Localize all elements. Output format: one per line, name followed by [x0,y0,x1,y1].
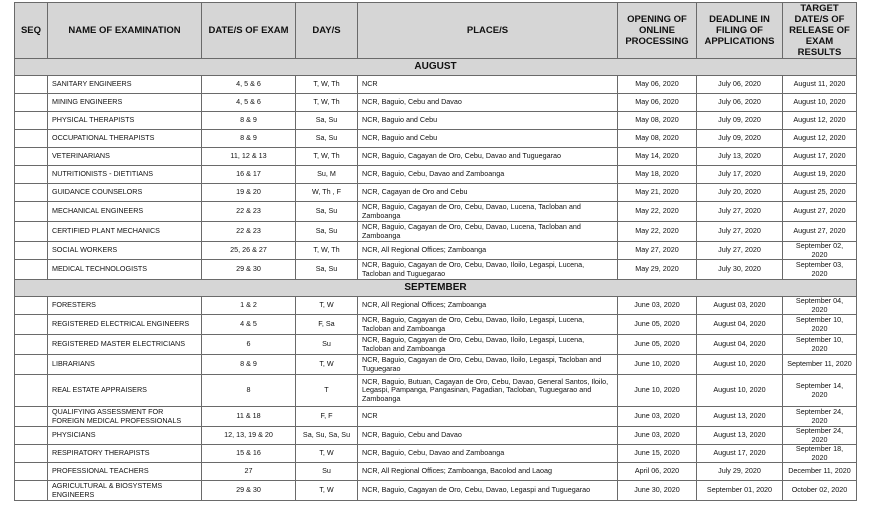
month-row-august [15,59,857,76]
target-date: September 18, 2020 [783,445,857,463]
opening-date: June 10, 2020 [618,355,697,375]
exam-days: Sa, Su [296,260,358,280]
exam-name: PROFESSIONAL TEACHERS [48,463,202,481]
target-date: September 14, 2020 [783,375,857,407]
seq-cell [15,260,48,280]
exam-dates: 22 & 23 [202,202,296,222]
table-row [15,355,857,375]
exam-dates: 8 & 9 [202,112,296,130]
exam-days: Sa, Su [296,222,358,242]
seq-cell [15,222,48,242]
target-date: August 19, 2020 [783,166,857,184]
table-row [15,242,857,260]
target-date: August 11, 2020 [783,76,857,94]
table-row [15,76,857,94]
seq-cell [15,166,48,184]
exam-dates: 8 & 9 [202,130,296,148]
opening-date: June 03, 2020 [618,407,697,427]
table-row [15,481,857,501]
table-row [15,463,857,481]
seq-cell [15,202,48,222]
target-date: September 03, 2020 [783,260,857,280]
seq-cell [15,76,48,94]
exam-dates: 29 & 30 [202,260,296,280]
month-row-september [15,280,857,297]
table-row [15,315,857,335]
header-places: PLACE/S [358,3,618,59]
deadline-date: July 17, 2020 [697,166,783,184]
exam-places: NCR, Baguio, Cagayan de Oro, Cebu, Davao, Legaspi and Tuguegarao [358,481,618,501]
deadline-date: August 10, 2020 [697,355,783,375]
header-row [15,3,857,59]
exam-days: Su [296,463,358,481]
exam-places: NCR, Baguio, Cagayan de Oro, Cebu, Davao, Iloilo, Legaspi, Lucena, Tacloban and Zamboanga [358,315,618,335]
deadline-date: July 27, 2020 [697,242,783,260]
deadline-date: August 04, 2020 [697,315,783,335]
target-date: August 10, 2020 [783,94,857,112]
opening-date: May 14, 2020 [618,148,697,166]
exam-dates: 19 & 20 [202,184,296,202]
table-row [15,445,857,463]
table-row [15,427,857,445]
seq-cell [15,355,48,375]
exam-days: Sa, Su [296,112,358,130]
exam-name: MECHANICAL ENGINEERS [48,202,202,222]
table-row [15,148,857,166]
exam-schedule-table [14,2,857,501]
target-date: September 24, 2020 [783,427,857,445]
deadline-date: July 30, 2020 [697,260,783,280]
exam-places: NCR, Baguio, Cebu and Davao [358,427,618,445]
exam-days: T, W [296,481,358,501]
deadline-date: September 01, 2020 [697,481,783,501]
target-date: September 11, 2020 [783,355,857,375]
exam-dates: 4, 5 & 6 [202,94,296,112]
deadline-date: July 09, 2020 [697,112,783,130]
seq-cell [15,130,48,148]
table-row [15,166,857,184]
opening-date: May 06, 2020 [618,94,697,112]
table-row [15,407,857,427]
seq-cell [15,184,48,202]
target-date: September 10, 2020 [783,335,857,355]
opening-date: May 06, 2020 [618,76,697,94]
opening-date: June 03, 2020 [618,427,697,445]
exam-name: REGISTERED MASTER ELECTRICIANS [48,335,202,355]
exam-dates: 8 & 9 [202,355,296,375]
opening-date: May 08, 2020 [618,130,697,148]
exam-dates: 6 [202,335,296,355]
exam-days: T, W [296,297,358,315]
exam-dates: 12, 13, 19 & 20 [202,427,296,445]
table-row [15,94,857,112]
exam-places: NCR, Baguio, Cagayan de Oro, Cebu, Davao and Tuguegarao [358,148,618,166]
exam-name: FORESTERS [48,297,202,315]
exam-dates: 11 & 18 [202,407,296,427]
seq-cell [15,445,48,463]
seq-cell [15,148,48,166]
exam-places: NCR, Baguio and Cebu [358,130,618,148]
exam-places: NCR, Baguio, Cagayan de Oro, Cebu, Davao, Lucena, Tacloban and Zamboanga [358,222,618,242]
exam-places: NCR, Baguio, Cebu and Davao [358,94,618,112]
seq-cell [15,112,48,130]
exam-dates: 29 & 30 [202,481,296,501]
target-date: August 12, 2020 [783,130,857,148]
seq-cell [15,463,48,481]
exam-days: W, Th , F [296,184,358,202]
exam-name: LIBRARIANS [48,355,202,375]
deadline-date: August 10, 2020 [697,375,783,407]
exam-days: T, W, Th [296,76,358,94]
exam-places: NCR, Baguio, Cagayan de Oro, Cebu, Davao, Iloilo, Legaspi, Lucena, Tacloban and Zamboanga [358,335,618,355]
exam-places: NCR, All Regional Offices; Zamboanga [358,297,618,315]
target-date: September 02, 2020 [783,242,857,260]
table-row [15,260,857,280]
table-row [15,222,857,242]
opening-date: June 10, 2020 [618,375,697,407]
target-date: December 11, 2020 [783,463,857,481]
deadline-date: July 09, 2020 [697,130,783,148]
exam-places: NCR, Baguio, Cagayan de Oro, Cebu, Davao, Iloilo, Legaspi, Lucena, Tacloban and Tuguegarao [358,260,618,280]
exam-name: PHYSICIANS [48,427,202,445]
deadline-date: July 06, 2020 [697,94,783,112]
exam-dates: 15 & 16 [202,445,296,463]
table-row [15,335,857,355]
seq-cell [15,481,48,501]
opening-date: June 03, 2020 [618,297,697,315]
deadline-date: August 04, 2020 [697,335,783,355]
target-date: September 04, 2020 [783,297,857,315]
opening-date: June 15, 2020 [618,445,697,463]
opening-date: May 27, 2020 [618,242,697,260]
exam-name: CERTIFIED PLANT MECHANICS [48,222,202,242]
opening-date: April 06, 2020 [618,463,697,481]
exam-name: MINING ENGINEERS [48,94,202,112]
exam-places: NCR [358,407,618,427]
exam-name: AGRICULTURAL & BIOSYSTEMS ENGINEERS [48,481,202,501]
exam-days: Su [296,335,358,355]
exam-name: REAL ESTATE APPRAISERS [48,375,202,407]
exam-dates: 4, 5 & 6 [202,76,296,94]
target-date: September 24, 2020 [783,407,857,427]
opening-date: May 21, 2020 [618,184,697,202]
table-row [15,184,857,202]
target-date: August 27, 2020 [783,202,857,222]
seq-cell [15,335,48,355]
deadline-date: July 20, 2020 [697,184,783,202]
seq-cell [15,94,48,112]
table-row [15,130,857,148]
deadline-date: July 29, 2020 [697,463,783,481]
exam-name: MEDICAL TECHNOLOGISTS [48,260,202,280]
exam-dates: 16 & 17 [202,166,296,184]
target-date: August 27, 2020 [783,222,857,242]
opening-date: May 22, 2020 [618,202,697,222]
opening-date: May 29, 2020 [618,260,697,280]
exam-places: NCR, All Regional Offices; Zamboanga [358,242,618,260]
target-date: September 10, 2020 [783,315,857,335]
exam-name: OCCUPATIONAL THERAPISTS [48,130,202,148]
exam-places: NCR, Baguio, Cebu, Davao and Zamboanga [358,166,618,184]
deadline-date: August 03, 2020 [697,297,783,315]
opening-date: May 08, 2020 [618,112,697,130]
exam-days: Sa, Su, Sa, Su [296,427,358,445]
exam-name: SOCIAL WORKERS [48,242,202,260]
exam-places: NCR [358,76,618,94]
deadline-date: July 27, 2020 [697,202,783,222]
exam-name: GUIDANCE COUNSELORS [48,184,202,202]
seq-cell [15,242,48,260]
exam-name: SANITARY ENGINEERS [48,76,202,94]
exam-places: NCR, Baguio, Cagayan de Oro, Cebu, Davao, Iloilo, Legaspi, Tacloban and Tuguegarao [358,355,618,375]
header-days: DAY/S [296,3,358,59]
seq-cell [15,297,48,315]
month-label: AUGUST [15,59,857,76]
exam-name: RESPIRATORY THERAPISTS [48,445,202,463]
exam-dates: 1 & 2 [202,297,296,315]
exam-dates: 4 & 5 [202,315,296,335]
exam-name: PHYSICAL THERAPISTS [48,112,202,130]
deadline-date: July 27, 2020 [697,222,783,242]
exam-places: NCR, All Regional Offices; Zamboanga, Bacolod and Laoag [358,463,618,481]
exam-name: NUTRITIONISTS - DIETITIANS [48,166,202,184]
seq-cell [15,375,48,407]
header-target: TARGET DATE/S OF RELEASE OF EXAM RESULTS [783,3,857,59]
exam-places: NCR, Baguio and Cebu [358,112,618,130]
exam-dates: 25, 26 & 27 [202,242,296,260]
exam-days: T, W, Th [296,94,358,112]
exam-days: T, W, Th [296,242,358,260]
target-date: October 02, 2020 [783,481,857,501]
month-label: SEPTEMBER [15,280,857,297]
header-name: NAME OF EXAMINATION [48,3,202,59]
exam-days: T [296,375,358,407]
opening-date: May 22, 2020 [618,222,697,242]
target-date: August 17, 2020 [783,148,857,166]
opening-date: May 18, 2020 [618,166,697,184]
exam-name: REGISTERED ELECTRICAL ENGINEERS [48,315,202,335]
exam-places: NCR, Cagayan de Oro and Cebu [358,184,618,202]
exam-name: VETERINARIANS [48,148,202,166]
exam-places: NCR, Baguio, Cagayan de Oro, Cebu, Davao, Lucena, Tacloban and Zamboanga [358,202,618,222]
opening-date: June 05, 2020 [618,315,697,335]
exam-days: T, W, Th [296,148,358,166]
exam-days: T, W [296,445,358,463]
opening-date: June 05, 2020 [618,335,697,355]
exam-dates: 11, 12 & 13 [202,148,296,166]
exam-dates: 22 & 23 [202,222,296,242]
deadline-date: August 17, 2020 [697,445,783,463]
exam-days: F, Sa [296,315,358,335]
exam-days: Sa, Su [296,202,358,222]
table-row [15,202,857,222]
exam-places: NCR, Baguio, Butuan, Cagayan de Oro, Cebu, Davao, General Santos, Iloilo, Legaspi, Pampanga, Pangasinan, Pagadian, Tacloban, Tuguegarao and Zamboanga [358,375,618,407]
exam-dates: 8 [202,375,296,407]
seq-cell [15,407,48,427]
deadline-date: August 13, 2020 [697,407,783,427]
header-dates: DATE/S OF EXAM [202,3,296,59]
exam-days: Sa, Su [296,130,358,148]
exam-dates: 27 [202,463,296,481]
header-opening: OPENING OF ONLINE PROCESSING [618,3,697,59]
exam-name: QUALIFYING ASSESSMENT FOR FOREIGN MEDICAL PROFESSIONALS [48,407,202,427]
deadline-date: July 06, 2020 [697,76,783,94]
table-row [15,297,857,315]
target-date: August 12, 2020 [783,112,857,130]
exam-days: F, F [296,407,358,427]
exam-days: T, W [296,355,358,375]
seq-cell [15,315,48,335]
exam-days: Su, M [296,166,358,184]
table-row [15,112,857,130]
header-deadline: DEADLINE IN FILING OF APPLICATIONS [697,3,783,59]
header-seq: SEQ [15,3,48,59]
exam-places: NCR, Baguio, Cebu, Davao and Zamboanga [358,445,618,463]
deadline-date: July 13, 2020 [697,148,783,166]
opening-date: June 30, 2020 [618,481,697,501]
seq-cell [15,427,48,445]
target-date: August 25, 2020 [783,184,857,202]
table-row [15,375,857,407]
deadline-date: August 13, 2020 [697,427,783,445]
